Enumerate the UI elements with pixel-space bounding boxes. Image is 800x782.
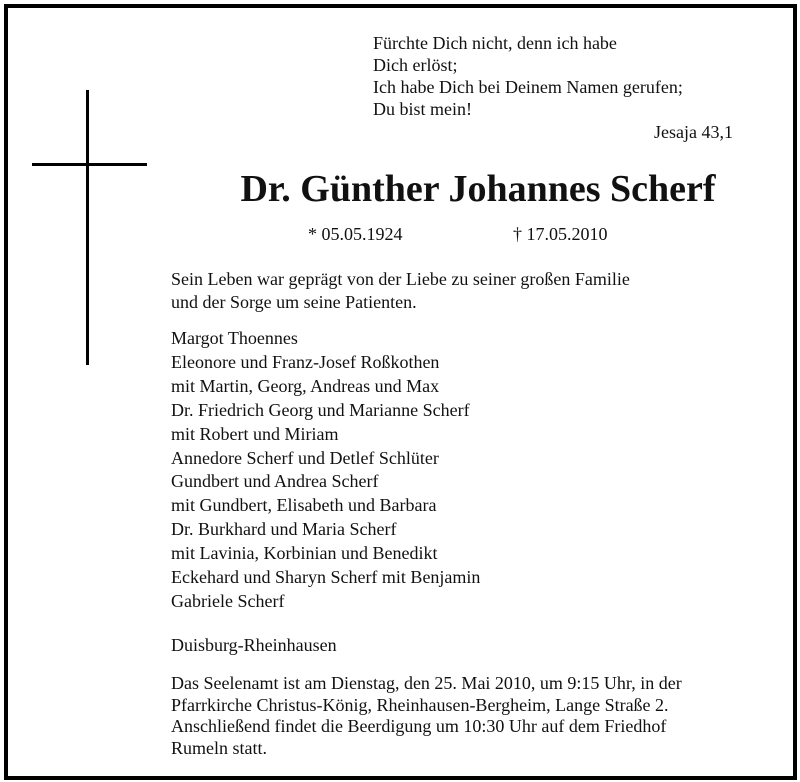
mourners-list xyxy=(171,327,480,614)
cross-vertical-bar xyxy=(86,90,89,365)
verse-reference: Jesaja 43,1 xyxy=(654,122,733,142)
tribute-line: Sein Leben war geprägt von der Liebe zu seiner großen Familie xyxy=(171,269,630,289)
mourner-line: Gabriele Scherf xyxy=(171,590,285,611)
mourner-line: Dr. Burkhard und Maria Scherf xyxy=(171,519,397,540)
verse-line: Ich habe Dich bei Deinem Namen gerufen; xyxy=(373,77,683,97)
tribute-line: und der Sorge um seine Patienten. xyxy=(171,292,417,312)
mourner-line: Margot Thoennes xyxy=(171,328,298,348)
service-line: Anschließend findet die Beerdigung um 10:30 Uhr auf dem Friedhof xyxy=(171,716,667,736)
bible-verse xyxy=(373,32,753,120)
mourner-line: Annedore Scherf und Detlef Schlüter xyxy=(171,447,439,468)
verse-line: Fürchte Dich nicht, denn ich habe xyxy=(373,33,617,53)
mourner-line: Gundbert und Andrea Scherf xyxy=(171,471,379,492)
mourner-line: mit Lavinia, Korbinian und Benedikt xyxy=(171,543,438,564)
deceased-name: Dr. Günther Johannes Scherf xyxy=(240,168,716,210)
service-line: Das Seelenamt ist am Dienstag, den 25. Mai 2010, um 9:15 Uhr, in der xyxy=(171,673,682,693)
death-date: † 17.05.2010 xyxy=(513,224,608,244)
tribute-text xyxy=(171,268,630,314)
service-details xyxy=(171,673,682,759)
mourner-line: mit Martin, Georg, Andreas und Max xyxy=(171,375,440,396)
service-line: Pfarrkirche Christus-König, Rheinhausen-Bergheim, Lange Straße 2. xyxy=(171,694,669,715)
birth-date: * 05.05.1924 xyxy=(308,224,403,244)
place-name: Duisburg-Rheinhausen xyxy=(171,635,337,655)
verse-line: Dich erlöst; xyxy=(373,55,458,75)
mourner-line: mit Gundbert, Elisabeth und Barbara xyxy=(171,495,437,516)
obituary-frame xyxy=(4,4,797,780)
verse-line: Du bist mein! xyxy=(373,99,472,119)
cross-horizontal-bar xyxy=(32,163,147,166)
mourner-line: Eleonore und Franz-Josef Roßkothen xyxy=(171,351,440,372)
mourner-line: mit Robert und Miriam xyxy=(171,423,339,444)
mourner-line: Eckehard und Sharyn Scherf mit Benjamin xyxy=(171,567,481,588)
service-line: Rumeln statt. xyxy=(171,737,267,758)
mourner-line: Dr. Friedrich Georg und Marianne Scherf xyxy=(171,399,470,420)
